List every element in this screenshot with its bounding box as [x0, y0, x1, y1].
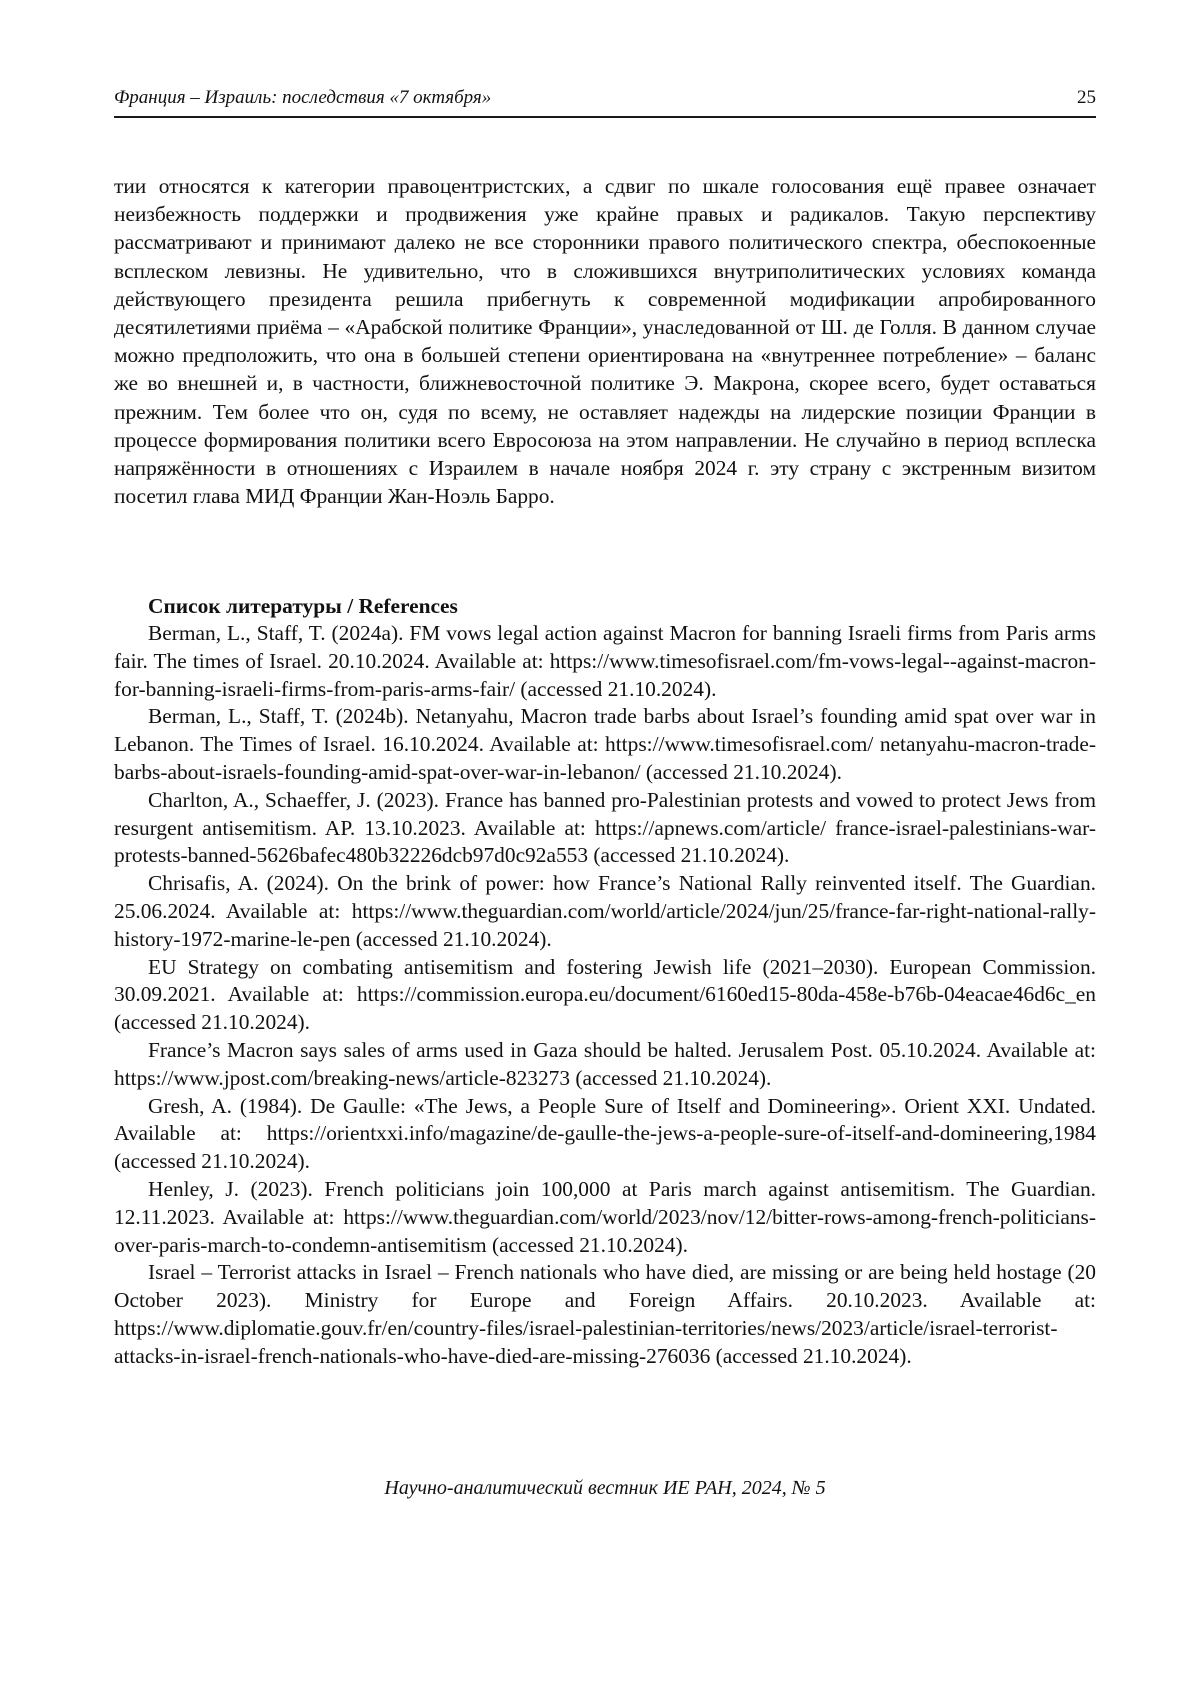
header-title: Франция – Израиль: последствия «7 октября» [114, 87, 492, 108]
running-footer: Научно-аналитический вестник ИЕ РАН, 2024, № 5 [384, 1477, 826, 1499]
references-section [114, 592, 1096, 1371]
reference-item: Chrisafis, A. (2024). On the brink of power: how France’s National Rally reinvented itself. The Guardian. 25.06.2024. Available at: https://www.theguardian.com/world/article/2024/jun/25/france-far-right-national-rally-history-1972-marine-le-pen (accessed 21.10.2024). [114, 871, 1096, 951]
reference-item: Berman, L., Staff, T. (2024a). FM vows legal action against Macron for banning Israeli firms from Paris arms fair. The times of Israel. 20.10.2024. Available at: https://www.timesofisrael.com/fm-vows-legal--against-macron-for-banning-israeli-firms-from-paris-arms-fair/ (accessed 21.10.2024). [114, 621, 1096, 701]
running-header [114, 86, 1096, 118]
references-heading: Список литературы / References [148, 594, 458, 618]
reference-item: Gresh, A. (1984). De Gaulle: «The Jews, a People Sure of Itself and Domineering». Orient XXI. Undated. Available at: https://orientxxi.info/magazine/de-gaulle-the-jews-a-people-sure-of-itself-and-domineering,1984 (accessed 21.10.2024). [114, 1093, 1096, 1174]
reference-item: France’s Macron says sales of arms used in Gaza should be halted. Jerusalem Post. 05.10.2024. Available at: https://www.jpost.com/breaking-news/article-823273 (accessed 21.10.2024). [114, 1037, 1096, 1090]
reference-item: Henley, J. (2023). French politicians join 100,000 at Paris march against antisemitism. The Guardian. 12.11.2023. Available at: https://www.theguardian.com/world/2023/nov/12/bitter-rows-among-french-politicians-over-paris-march-to-condemn-antisemitism (accessed 21.10.2024). [114, 1176, 1096, 1257]
reference-item: EU Strategy on combating antisemitism and fostering Jewish life (2021–2030). European Commission. 30.09.2021. Available at: https://commission.europa.eu/document/6160ed15-80da-458e-b76b-04eacae46d6c_en (accessed 21.10.2024). [114, 954, 1096, 1035]
page-number: 25 [1077, 87, 1096, 108]
reference-list [114, 620, 1096, 1371]
reference-item: Israel – Terrorist attacks in Israel – French nationals who have died, are missing or are being held hostage (20 October 2023). Ministry for Europe and Foreign Affairs. 20.10.2023. Available at: https://www.diplomatie.gouv.fr/en/country-files/israel-palestinian-territories/news/2023/article/israel-terrorist-attacks-in-israel-french-nationals-who-have-died-are-missing-276036 (accessed 21.10.2024). [114, 1260, 1096, 1368]
reference-item: Charlton, A., Schaeffer, J. (2023). France has banned pro-Palestinian protests and vowed to protect Jews from resurgent antisemitism. AP. 13.10.2023. Available at: https://apnews.com/article/ france-israel-palestinians-war-protests-banned-5626bafec480b32226dcb97d0c92a553 (accessed 21.10.2024). [114, 787, 1096, 868]
body-paragraph: тии относятся к категории правоцентристских, а сдвиг по шкале голосования ещё правее означает неизбежность поддержки и продвижения уже крайне правых и радикалов. Такую перспективу рассматривают и принимают далеко не все сторонники правого политического спектра, обеспокоенные всплеском левизны. Не удивительно, что в сложившихся внутриполитических условиях команда действующего президента решила прибегнуть к современной модификации апробированного десятилетиями приёма – «Арабской политике Франции», унаследованной от Ш. де Голля. В данном случае можно предположить, что она в большей степени ориентирована на «внутреннее потребление» – баланс же во внешней и, в частности, ближневосточной политике Э. Макрона, скорее всего, будет оставаться прежним. Тем более что он, судя по всему, не оставляет надежды на лидерские позиции Франции в процессе формирования политики всего Евросоюза на этом направлении. Не случайно в период всплеска напряжённости в отношениях с Израилем в начале ноября 2024 г. эту страну с экстренным визитом посетил глава МИД Франции Жан-Ноэль Барро. [114, 174, 1096, 509]
reference-item: Berman, L., Staff, T. (2024b). Netanyahu, Macron trade barbs about Israel’s founding amid spat over war in Lebanon. The Times of Israel. 16.10.2024. Available at: https://www.timesofisrael.com/ netanyahu-macron-trade-barbs-about-israels-founding-amid-spat-over-war-in-lebanon/ (accessed 21.10.2024). [114, 704, 1096, 784]
